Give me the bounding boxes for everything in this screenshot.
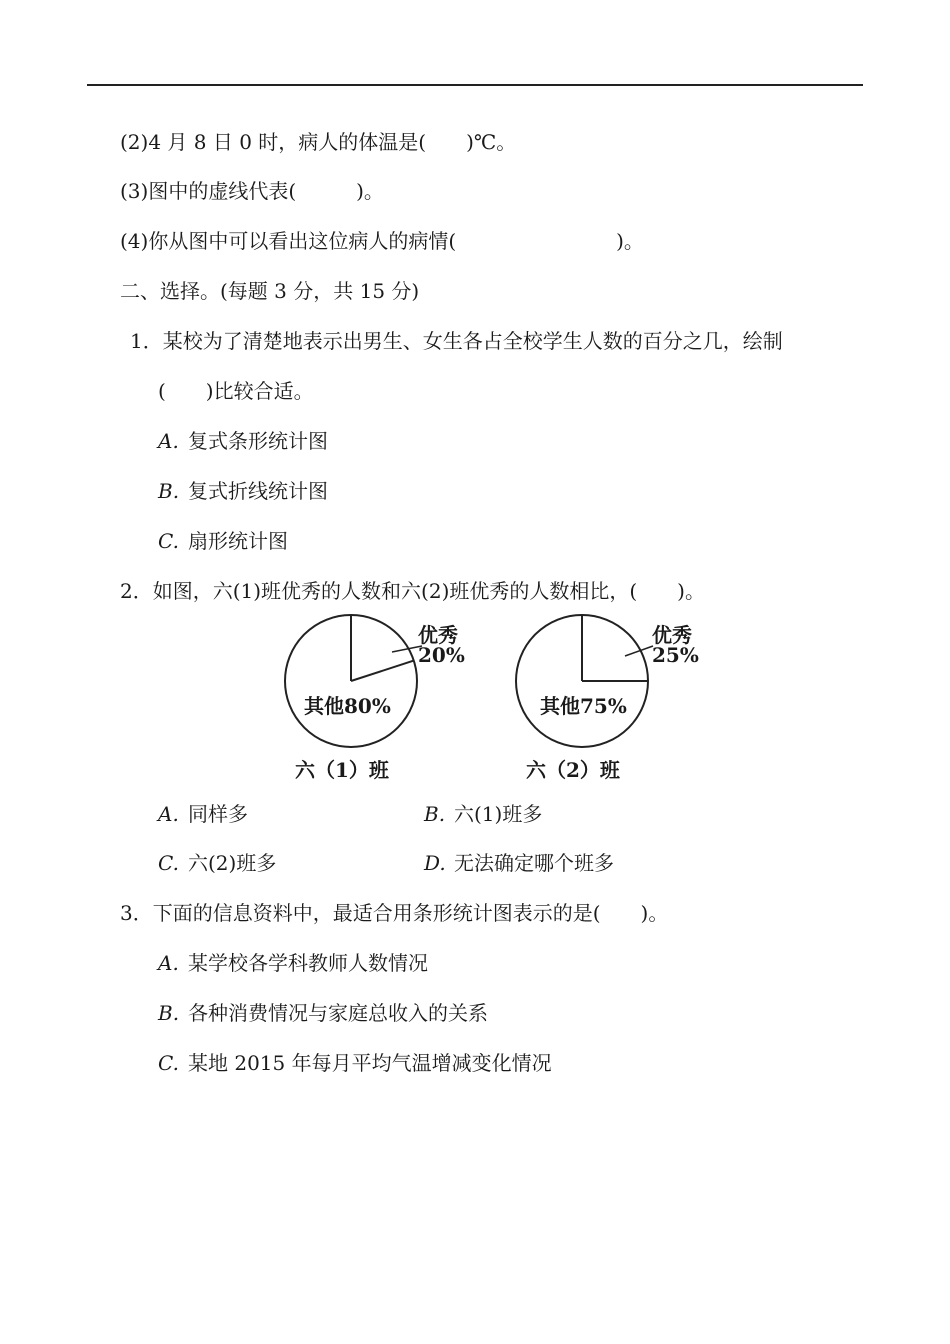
pie-chart-class-1 xyxy=(284,614,424,754)
q1-option-a xyxy=(158,427,328,455)
option-text: 六(1)班多 xyxy=(454,802,543,826)
question-part-3: (3)图中的虚线代表( )。 xyxy=(120,179,384,203)
option-text: 无法确定哪个班多 xyxy=(454,851,614,875)
pie1-other-label xyxy=(304,690,391,719)
option-text: 某学校各学科教师人数情况 xyxy=(188,951,428,975)
pie1-slice-label-name: 优秀 xyxy=(418,623,458,647)
section-heading: 二、选择。(每题 3 分，共 15 分) xyxy=(120,279,420,303)
option-text: 某地 2015 年每月平均气温增减变化情况 xyxy=(188,1051,552,1075)
option-letter: B. xyxy=(158,1001,180,1025)
pie2-title: 六（2）班 xyxy=(526,758,620,782)
option-letter: A. xyxy=(158,429,179,453)
q1-stem-line1: 1．某校为了清楚地表示出男生、女生各占全校学生人数的百分之几，绘制 xyxy=(130,329,783,353)
option-letter: C. xyxy=(158,529,179,553)
option-letter: B. xyxy=(424,802,446,826)
option-text: 同样多 xyxy=(188,802,248,826)
option-letter: C. xyxy=(158,1051,179,1075)
option-text: 复式条形统计图 xyxy=(188,429,328,453)
pie2-other-label xyxy=(540,690,627,719)
q1-stem-line2: ( )比较合适。 xyxy=(158,379,314,403)
pie2-slice-label-value: 25% xyxy=(652,643,699,667)
q3-option-c xyxy=(158,1049,552,1077)
slice-name: 其他 xyxy=(304,694,344,718)
option-text: 六(2)班多 xyxy=(188,851,277,875)
option-letter: A. xyxy=(158,951,179,975)
q3-option-a xyxy=(158,949,428,977)
q2-option-d xyxy=(424,849,614,877)
q2-option-c xyxy=(158,849,276,877)
pie2-slice-label-name: 优秀 xyxy=(652,623,692,647)
question-part-2: (2)4 月 8 日 0 时，病人的体温是( )℃。 xyxy=(120,130,517,154)
pie1-title: 六（1）班 xyxy=(295,758,389,782)
option-text: 扇形统计图 xyxy=(188,529,288,553)
q1-option-c xyxy=(158,527,288,555)
q1-option-b xyxy=(158,477,328,505)
option-letter: D. xyxy=(424,851,446,875)
option-text: 复式折线统计图 xyxy=(188,479,328,503)
slice-value: 80% xyxy=(344,694,391,718)
option-text: 各种消费情况与家庭总收入的关系 xyxy=(188,1001,488,1025)
pie1-slice-label-value: 20% xyxy=(418,643,465,667)
slice-value: 75% xyxy=(580,694,627,718)
option-letter: C. xyxy=(158,851,179,875)
header-rule xyxy=(87,84,863,86)
q2-option-b xyxy=(424,800,542,828)
pie-chart-class-2 xyxy=(515,614,655,754)
option-letter: A. xyxy=(158,802,179,826)
q2-stem: 2．如图，六(1)班优秀的人数和六(2)班优秀的人数相比，( )。 xyxy=(120,579,705,603)
q2-option-a xyxy=(158,800,248,828)
q3-option-b xyxy=(158,999,488,1027)
option-letter: B. xyxy=(158,479,180,503)
slice-name: 其他 xyxy=(540,694,580,718)
q3-stem: 3．下面的信息资料中，最适合用条形统计图表示的是( )。 xyxy=(120,901,669,925)
question-part-4: (4)你从图中可以看出这位病人的病情( )。 xyxy=(120,229,644,253)
